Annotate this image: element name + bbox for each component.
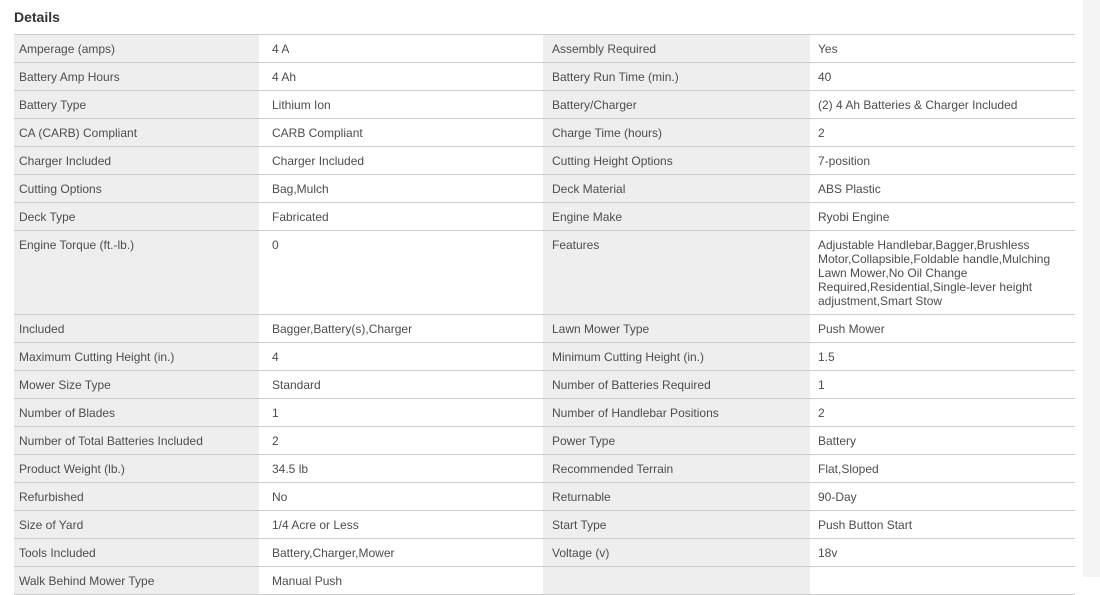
spec-value: Bagger,Battery(s),Charger	[272, 322, 413, 336]
spec-row	[14, 482, 1075, 510]
spec-row	[14, 538, 1075, 566]
spec-value: 2	[272, 434, 279, 448]
spec-row	[14, 202, 1075, 230]
spec-value: 1	[818, 378, 825, 392]
spec-row	[14, 370, 1075, 398]
spec-value: Ryobi Engine	[818, 210, 890, 224]
spec-row	[14, 62, 1075, 90]
spec-value: ABS Plastic	[818, 182, 881, 196]
spec-label: Charger Included	[14, 147, 259, 174]
spec-label: Size of Yard	[14, 511, 259, 538]
spec-label	[543, 567, 810, 594]
details-section-title: Details	[14, 9, 60, 25]
spec-value: 4	[272, 350, 279, 364]
spec-row	[14, 510, 1075, 538]
spec-label: Deck Material	[543, 175, 810, 202]
spec-value: Yes	[818, 42, 838, 56]
spec-value: 2	[818, 126, 825, 140]
spec-value	[810, 567, 1075, 594]
spec-value: 90-Day	[818, 490, 857, 504]
spec-row	[14, 34, 1075, 62]
spec-value: 34.5 lb	[272, 462, 309, 476]
spec-row	[14, 454, 1075, 482]
spec-label: Battery/Charger	[543, 91, 810, 118]
spec-value: 1.5	[818, 350, 835, 364]
spec-value: Battery	[818, 434, 857, 448]
spec-label: Power Type	[543, 427, 810, 454]
spec-label: Cutting Options	[14, 175, 259, 202]
spec-row	[14, 230, 1075, 314]
spec-label: Lawn Mower Type	[543, 315, 810, 342]
spec-value: Lithium Ion	[272, 98, 331, 112]
spec-label: Minimum Cutting Height (in.)	[543, 343, 810, 370]
spec-label: Number of Total Batteries Included	[14, 427, 259, 454]
spec-label: Tools Included	[14, 539, 259, 566]
spec-value: (2) 4 Ah Batteries & Charger Included	[818, 98, 1018, 112]
spec-row	[14, 118, 1075, 146]
spec-row	[14, 314, 1075, 342]
spec-value: 1/4 Acre or Less	[272, 518, 359, 532]
spec-label: Amperage (amps)	[14, 35, 259, 62]
spec-value: Flat,Sloped	[818, 462, 879, 476]
spec-label: Engine Make	[543, 203, 810, 230]
spec-row	[14, 426, 1075, 454]
spec-value: CARB Compliant	[272, 126, 363, 140]
spec-label: Number of Handlebar Positions	[543, 399, 810, 426]
spec-label: Product Weight (lb.)	[14, 455, 259, 482]
spec-row	[14, 90, 1075, 118]
spec-label: Returnable	[543, 483, 810, 510]
spec-value: 4 A	[272, 42, 290, 56]
spec-label: Maximum Cutting Height (in.)	[14, 343, 259, 370]
spec-value: 40	[818, 70, 832, 84]
spec-value: Standard	[272, 378, 321, 392]
spec-value: Bag,Mulch	[272, 182, 329, 196]
spec-label: Recommended Terrain	[543, 455, 810, 482]
page-gutter	[1083, 0, 1100, 577]
spec-label: Engine Torque (ft.-lb.)	[14, 231, 259, 314]
spec-label: Included	[14, 315, 259, 342]
spec-label: Battery Type	[14, 91, 259, 118]
spec-value: 18v	[818, 546, 838, 560]
spec-value: 2	[818, 406, 825, 420]
spec-label: Walk Behind Mower Type	[14, 567, 259, 594]
spec-label: Charge Time (hours)	[543, 119, 810, 146]
spec-label: Refurbished	[14, 483, 259, 510]
spec-row	[14, 146, 1075, 174]
spec-label: Battery Run Time (min.)	[543, 63, 810, 90]
spec-value: Push Mower	[818, 322, 885, 336]
spec-label: Cutting Height Options	[543, 147, 810, 174]
spec-value: No	[272, 490, 288, 504]
spec-row	[14, 174, 1075, 202]
spec-label: Voltage (v)	[543, 539, 810, 566]
spec-row	[14, 566, 1075, 594]
spec-value: Charger Included	[272, 154, 365, 168]
spec-value: 1	[272, 406, 279, 420]
spec-label: Features	[543, 231, 810, 314]
spec-label: Battery Amp Hours	[14, 63, 259, 90]
spec-value: 7-position	[818, 154, 871, 168]
spec-value: 0	[272, 238, 279, 252]
spec-label: Start Type	[543, 511, 810, 538]
spec-row	[14, 342, 1075, 370]
spec-value: Manual Push	[272, 574, 343, 588]
spec-label: Number of Batteries Required	[543, 371, 810, 398]
spec-value: Fabricated	[272, 210, 329, 224]
spec-value: Battery,Charger,Mower	[272, 546, 395, 560]
product-details-table	[14, 34, 1075, 595]
spec-label: Deck Type	[14, 203, 259, 230]
spec-label: Number of Blades	[14, 399, 259, 426]
spec-value: Adjustable Handlebar,Bagger,Brushless Motor,Collapsible,Foldable handle,Mulching Lawn Mower,No Oil Change Required,Residential,Single-lever height adjustment,Smart Stow	[818, 238, 1051, 308]
spec-value: Push Button Start	[818, 518, 913, 532]
spec-row	[14, 398, 1075, 426]
spec-label: Mower Size Type	[14, 371, 259, 398]
spec-label: CA (CARB) Compliant	[14, 119, 259, 146]
spec-value: 4 Ah	[272, 70, 297, 84]
spec-label: Assembly Required	[543, 35, 810, 62]
